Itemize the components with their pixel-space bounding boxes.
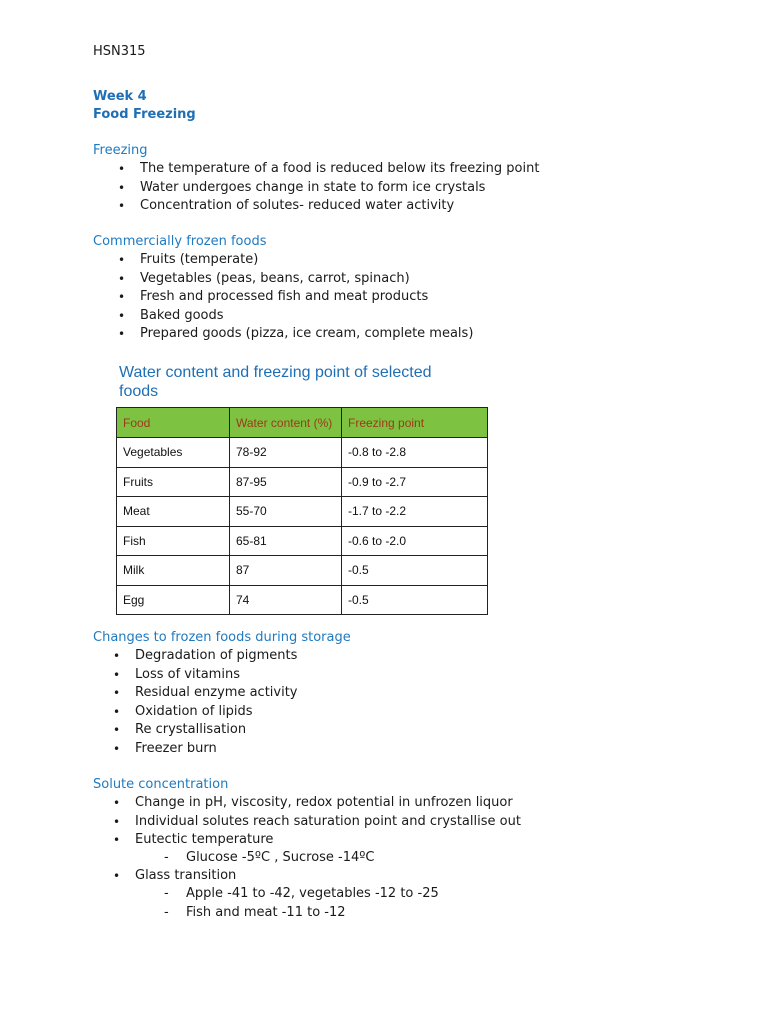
bullet-icon: • (118, 180, 126, 195)
list-item: - Fish and meat -11 to -12 (186, 904, 439, 923)
bullet-icon: • (113, 869, 121, 883)
list-item: • Residual enzyme activity (135, 684, 298, 703)
list-item: • Re crystallisation (135, 721, 298, 740)
list-item: • Individual solutes reach saturation point and crystallise out (135, 813, 521, 832)
bullet-icon: • (118, 199, 126, 213)
list-item: • Vegetables (peas, beans, carrot, spinach) (140, 270, 473, 289)
bullet-icon: • (118, 308, 126, 323)
table-cell: 87-95 (230, 467, 342, 497)
table-cell: Milk (117, 556, 230, 586)
table-row (117, 438, 488, 468)
table-cell: 78-92 (230, 438, 342, 468)
list-item: • The temperature of a food is reduced below its freezing point (140, 160, 539, 179)
list-item: • Concentration of solutes- reduced water activity (140, 197, 539, 216)
table-cell: Fruits (117, 467, 230, 497)
list-item: • Degradation of pigments (135, 647, 298, 666)
bullet-icon: • (113, 667, 121, 682)
week-label: Week 4 (93, 89, 147, 104)
bullet-icon: • (113, 796, 121, 810)
list-item: • Baked goods (140, 307, 473, 326)
bullet-icon: • (118, 271, 126, 286)
list-item: • Eutectic temperature (135, 831, 521, 850)
list-item: • Change in pH, viscosity, redox potential in unfrozen liquor (135, 794, 521, 813)
list-item: • Fruits (temperate) (140, 251, 473, 270)
table-row (117, 556, 488, 586)
list-item: • Prepared goods (pizza, ice cream, complete meals) (140, 325, 473, 344)
table-cell: 87 (230, 556, 342, 586)
list-item: • Water undergoes change in state to form ice crystals (140, 179, 539, 198)
commercial-list (118, 251, 474, 344)
eutectic-sublist (164, 849, 375, 868)
bullet-icon: • (118, 327, 126, 341)
bullet-icon: • (113, 704, 121, 719)
section-heading-solute: Solute concentration (93, 777, 229, 792)
table-cell: Egg (117, 585, 230, 615)
table-row (117, 526, 488, 556)
table-cell: -0.8 to -2.8 (342, 438, 488, 468)
table-cell: Meat (117, 497, 230, 527)
table-header-row (117, 408, 488, 438)
dash-icon: - (164, 850, 169, 865)
dash-icon: - (164, 904, 169, 920)
bullet-icon: • (118, 162, 126, 176)
glass-sublist (164, 885, 439, 922)
column-header-water: Water content (%) (230, 408, 342, 438)
list-item: • Glass transition (135, 867, 236, 886)
topic-title: Food Freezing (93, 107, 196, 122)
list-item: - Apple -41 to -42, vegetables -12 to -25 (186, 885, 439, 904)
bullet-icon: • (113, 814, 121, 829)
list-item: - Glucose -5ºC , Sucrose -14ºC (186, 849, 374, 868)
table-row (117, 467, 488, 497)
section-heading-commercial: Commercially frozen foods (93, 234, 267, 249)
freezing-point-table (116, 407, 488, 615)
table-cell: -0.5 (342, 585, 488, 615)
list-item: • Oxidation of lipids (135, 703, 298, 722)
table-cell: 74 (230, 585, 342, 615)
bullet-icon: • (113, 741, 121, 756)
table-caption: Water content and freezing point of selected foods (119, 364, 432, 400)
solute-list-continued (113, 867, 237, 886)
bullet-icon: • (113, 649, 121, 663)
changes-list (113, 647, 298, 758)
table-cell: Fish (117, 526, 230, 556)
bullet-icon: • (113, 833, 121, 847)
bullet-icon: • (118, 253, 126, 267)
course-code: HSN315 (93, 44, 146, 59)
freezing-list (118, 160, 540, 216)
section-heading-changes: Changes to frozen foods during storage (93, 630, 351, 645)
list-item: • Freezer burn (135, 740, 298, 759)
table-cell: -0.9 to -2.7 (342, 467, 488, 497)
bullet-icon: • (118, 290, 126, 304)
bullet-icon: • (113, 723, 121, 737)
list-item: • Loss of vitamins (135, 666, 298, 685)
bullet-icon: • (113, 686, 121, 700)
solute-list (113, 794, 521, 850)
table-cell: -0.6 to -2.0 (342, 526, 488, 556)
table-cell: -0.5 (342, 556, 488, 586)
table-cell: -1.7 to -2.2 (342, 497, 488, 527)
table-row (117, 497, 488, 527)
table-cell: 55-70 (230, 497, 342, 527)
column-header-freezing: Freezing point (342, 408, 488, 438)
section-heading-freezing: Freezing (93, 143, 148, 158)
list-item: • Fresh and processed fish and meat products (140, 288, 473, 307)
table-row (117, 585, 488, 615)
table-cell: 65-81 (230, 526, 342, 556)
table-cell: Vegetables (117, 438, 230, 468)
column-header-food: Food (117, 408, 230, 438)
dash-icon: - (164, 886, 169, 901)
